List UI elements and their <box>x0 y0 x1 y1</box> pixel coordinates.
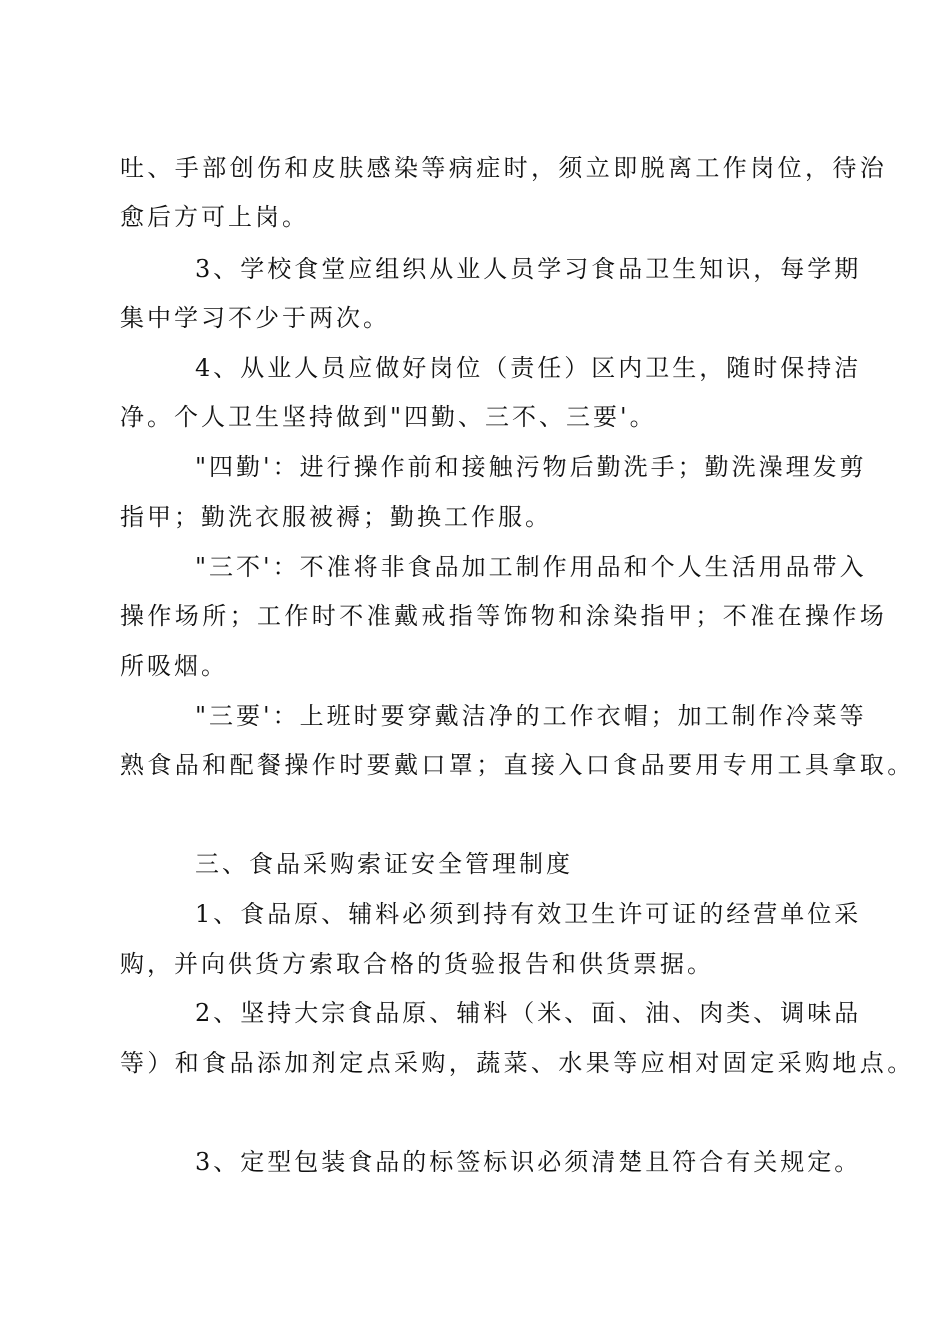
text-line-8: 指甲；勤洗衣服被褥；勤换工作服。 <box>120 503 552 531</box>
text-line-13: 熟食品和配餐操作时要戴口罩；直接入口食品要用专用工具拿取。 <box>120 751 915 779</box>
text-line-12: "三要'：上班时要穿戴洁净的工作衣帽；加工制作冷菜等 <box>195 702 867 730</box>
text-line-5: 4、从业人员应做好岗位（责任）区内卫生，随时保持洁 <box>195 354 862 382</box>
text-line-3: 3、学校食堂应组织从业人员学习食品卫生知识，每学期 <box>195 255 862 283</box>
text-line-19: 3、定型包装食品的标签标识必须清楚且符合有关规定。 <box>195 1148 862 1176</box>
text-line-2: 愈后方可上岗。 <box>120 203 309 231</box>
text-line-16: 购，并向供货方索取合格的货验报告和供货票据。 <box>120 950 714 978</box>
text-line-6: 净。个人卫生坚持做到"四勤、三不、三要'。 <box>120 403 657 431</box>
text-line-11: 所吸烟。 <box>120 652 228 680</box>
section-heading: 三、食品采购索证安全管理制度 <box>195 850 573 878</box>
text-line-4: 集中学习不少于两次。 <box>120 304 390 332</box>
text-line-1: 吐、手部创伤和皮肤感染等病症时，须立即脱离工作岗位，待治 <box>120 154 888 182</box>
text-line-15: 1、食品原、辅料必须到持有效卫生许可证的经营单位采 <box>195 900 862 928</box>
text-line-18: 等）和食品添加剂定点采购，蔬菜、水果等应相对固定采购地点。 <box>120 1049 915 1077</box>
text-line-17: 2、坚持大宗食品原、辅料（米、面、油、肉类、调味品 <box>195 999 862 1027</box>
text-line-9: "三不'：不准将非食品加工制作用品和个人生活用品带入 <box>195 553 867 581</box>
text-line-7: "四勤'：进行操作前和接触污物后勤洗手；勤洗澡理发剪 <box>195 453 867 481</box>
text-line-10: 操作场所；工作时不准戴戒指等饰物和涂染指甲；不准在操作场 <box>120 602 888 630</box>
